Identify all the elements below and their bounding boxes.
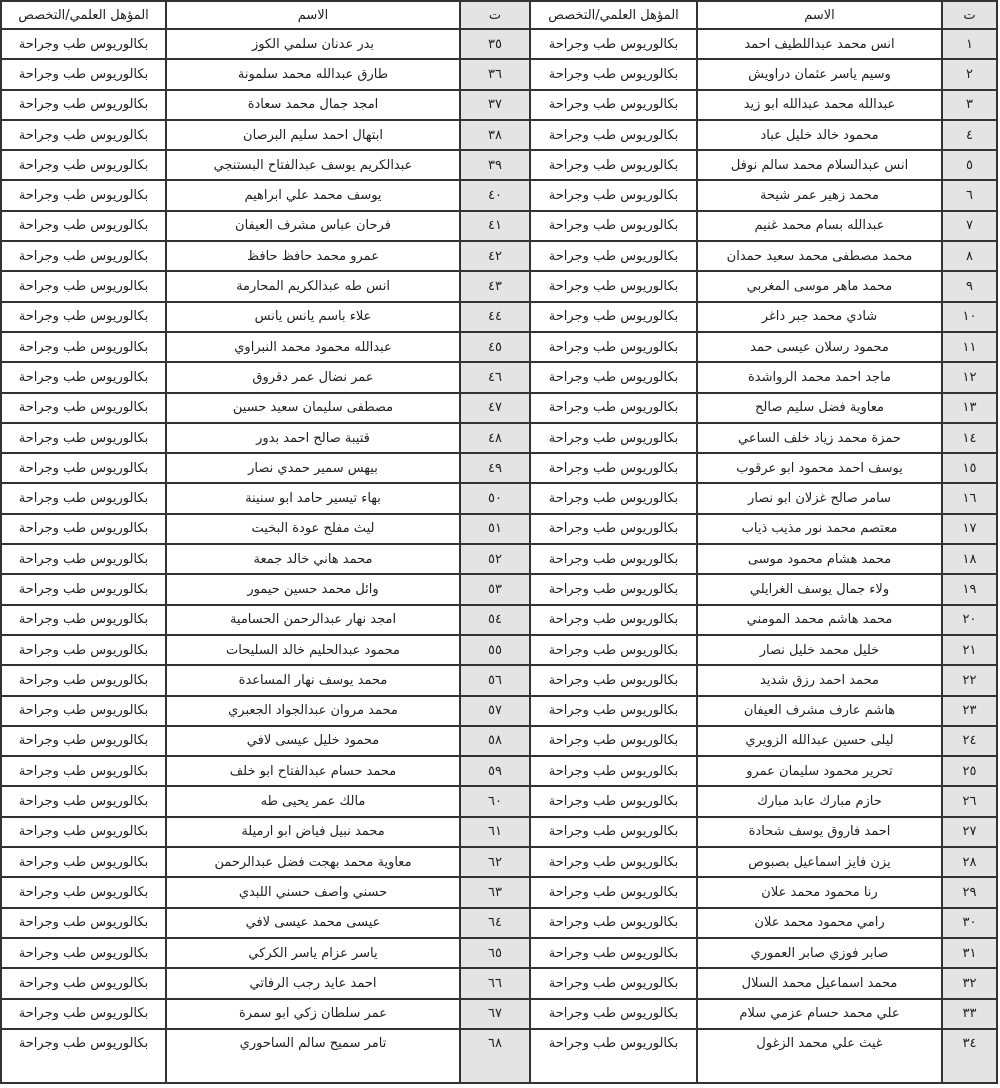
header-qualification: المؤهل العلمي/التخصص xyxy=(530,1,697,29)
row-qualification: بكالوريوس طب وجراحة xyxy=(1,696,166,726)
table-row xyxy=(1,756,997,786)
row-number: ٤١ xyxy=(460,211,530,241)
row-qualification: بكالوريوس طب وجراحة xyxy=(530,574,697,604)
row-qualification: بكالوريوس طب وجراحة xyxy=(1,90,166,120)
row-number: ٥٣ xyxy=(460,574,530,604)
row-qualification: بكالوريوس طب وجراحة xyxy=(530,180,697,210)
table-row xyxy=(1,847,997,877)
row-number: ٤٣ xyxy=(460,271,530,301)
row-qualification: بكالوريوس طب وجراحة xyxy=(530,1029,697,1083)
row-number: ٥٦ xyxy=(460,665,530,695)
table-row xyxy=(1,393,997,423)
row-name: مالك عمر يحيى طه xyxy=(166,786,460,816)
row-qualification: بكالوريوس طب وجراحة xyxy=(530,908,697,938)
row-number: ٢٩ xyxy=(942,877,997,907)
row-number: ٥١ xyxy=(460,514,530,544)
row-qualification: بكالوريوس طب وجراحة xyxy=(530,635,697,665)
row-qualification: بكالوريوس طب وجراحة xyxy=(530,756,697,786)
row-number: ٢٨ xyxy=(942,847,997,877)
row-name: ولاء جمال يوسف الغرايلي xyxy=(697,574,942,604)
row-name: محمد احمد رزق شديد xyxy=(697,665,942,695)
row-number: ٨ xyxy=(942,241,997,271)
row-number: ٥٧ xyxy=(460,696,530,726)
row-number: ٤٥ xyxy=(460,332,530,362)
row-qualification: بكالوريوس طب وجراحة xyxy=(530,423,697,453)
row-name: محمد حسام عبدالفتاح ابو خلف xyxy=(166,756,460,786)
row-name: بهاء تيسير حامد ابو سنينة xyxy=(166,483,460,513)
table-row xyxy=(1,211,997,241)
row-qualification: بكالوريوس طب وجراحة xyxy=(1,59,166,89)
table-row xyxy=(1,59,997,89)
row-number: ٦٥ xyxy=(460,938,530,968)
row-number: ٥٥ xyxy=(460,635,530,665)
row-name: شادي محمد جبر داغر xyxy=(697,302,942,332)
table-row xyxy=(1,302,997,332)
row-name: عبدالكريم يوسف عبدالفتاح البستنجي xyxy=(166,150,460,180)
row-name: يوسف احمد محمود ابو عرقوب xyxy=(697,453,942,483)
row-name: محمد اسماعيل محمد السلال xyxy=(697,968,942,998)
row-number: ٤ xyxy=(942,120,997,150)
row-number: ٣٣ xyxy=(942,999,997,1029)
row-name: بيهس سمير حمدي نصار xyxy=(166,453,460,483)
row-qualification: بكالوريوس طب وجراحة xyxy=(1,756,166,786)
row-name: ماجد احمد محمد الرواشدة xyxy=(697,362,942,392)
row-number: ٢٦ xyxy=(942,786,997,816)
row-name: انس محمد عبداللطيف احمد xyxy=(697,29,942,59)
row-number: ٩ xyxy=(942,271,997,301)
row-name: معاوية محمد بهجت فضل عبدالرحمن xyxy=(166,847,460,877)
row-number: ٢٥ xyxy=(942,756,997,786)
row-qualification: بكالوريوس طب وجراحة xyxy=(1,514,166,544)
row-name: ياسر عزام ياسر الكركي xyxy=(166,938,460,968)
row-qualification: بكالوريوس طب وجراحة xyxy=(1,483,166,513)
row-qualification: بكالوريوس طب وجراحة xyxy=(1,180,166,210)
header-qualification: المؤهل العلمي/التخصص xyxy=(1,1,166,29)
table-row xyxy=(1,1029,997,1083)
row-name: محمود خالد خليل عباد xyxy=(697,120,942,150)
table-row xyxy=(1,908,997,938)
table-row xyxy=(1,29,997,59)
row-number: ٤٨ xyxy=(460,423,530,453)
row-name: محمد هاني خالد جمعة xyxy=(166,544,460,574)
row-name: رامي محمود محمد علان xyxy=(697,908,942,938)
row-number: ١٠ xyxy=(942,302,997,332)
row-name: صابر فوزي صابر العموري xyxy=(697,938,942,968)
row-qualification: بكالوريوس طب وجراحة xyxy=(530,90,697,120)
row-name: احمد فاروق يوسف شحادة xyxy=(697,817,942,847)
row-name: احمد عايد رجب الرفاتي xyxy=(166,968,460,998)
row-qualification: بكالوريوس طب وجراحة xyxy=(1,211,166,241)
row-qualification: بكالوريوس طب وجراحة xyxy=(1,453,166,483)
row-number: ٢ xyxy=(942,59,997,89)
row-qualification: بكالوريوس طب وجراحة xyxy=(1,786,166,816)
row-name: طارق عبدالله محمد سلمونة xyxy=(166,59,460,89)
row-qualification: بكالوريوس طب وجراحة xyxy=(530,847,697,877)
table-row xyxy=(1,150,997,180)
table-row xyxy=(1,877,997,907)
row-number: ٣٦ xyxy=(460,59,530,89)
row-number: ٦٦ xyxy=(460,968,530,998)
row-qualification: بكالوريوس طب وجراحة xyxy=(530,877,697,907)
header-name: الاسم xyxy=(166,1,460,29)
row-number: ٦٧ xyxy=(460,999,530,1029)
row-name: معاوية فضل سليم صالح xyxy=(697,393,942,423)
table-row xyxy=(1,635,997,665)
row-name: علاء باسم يانس يانس xyxy=(166,302,460,332)
table-row xyxy=(1,817,997,847)
row-name: محمد نبيل فياض ابو ارميلة xyxy=(166,817,460,847)
row-qualification: بكالوريوس طب وجراحة xyxy=(1,362,166,392)
row-number: ٥٤ xyxy=(460,605,530,635)
row-name: علي محمد حسام عزمي سلام xyxy=(697,999,942,1029)
row-number: ٢٢ xyxy=(942,665,997,695)
table-row xyxy=(1,605,997,635)
row-name: ابتهال احمد سليم البرصان xyxy=(166,120,460,150)
row-qualification: بكالوريوس طب وجراحة xyxy=(1,332,166,362)
row-qualification: بكالوريوس طب وجراحة xyxy=(1,302,166,332)
row-qualification: بكالوريوس طب وجراحة xyxy=(1,423,166,453)
row-number: ٤٩ xyxy=(460,453,530,483)
row-number: ٦١ xyxy=(460,817,530,847)
row-number: ٤٤ xyxy=(460,302,530,332)
row-number: ٥٢ xyxy=(460,544,530,574)
row-name: انس طه عبدالكريم المحارمة xyxy=(166,271,460,301)
row-number: ٤٧ xyxy=(460,393,530,423)
row-number: ٦٨ xyxy=(460,1029,530,1083)
row-name: سامر صالح غزلان ابو نصار xyxy=(697,483,942,513)
row-number: ٥٠ xyxy=(460,483,530,513)
row-qualification: بكالوريوس طب وجراحة xyxy=(1,29,166,59)
table-row xyxy=(1,90,997,120)
row-name: محمود خليل عيسى لافي xyxy=(166,726,460,756)
row-qualification: بكالوريوس طب وجراحة xyxy=(530,786,697,816)
row-number: ٣٨ xyxy=(460,120,530,150)
row-name: محمد هاشم محمد المومني xyxy=(697,605,942,635)
row-name: عبدالله محمد عبدالله ابو زيد xyxy=(697,90,942,120)
row-qualification: بكالوريوس طب وجراحة xyxy=(530,120,697,150)
row-number: ٣٧ xyxy=(460,90,530,120)
row-number: ١٦ xyxy=(942,483,997,513)
row-qualification: بكالوريوس طب وجراحة xyxy=(1,605,166,635)
row-qualification: بكالوريوس طب وجراحة xyxy=(530,362,697,392)
row-name: حسني واصف حسني اللبدي xyxy=(166,877,460,907)
row-qualification: بكالوريوس طب وجراحة xyxy=(530,999,697,1029)
row-number: ٥٨ xyxy=(460,726,530,756)
row-number: ٣٥ xyxy=(460,29,530,59)
row-qualification: بكالوريوس طب وجراحة xyxy=(1,999,166,1029)
table-row xyxy=(1,241,997,271)
row-name: عبدالله بسام محمد غنيم xyxy=(697,211,942,241)
table-row xyxy=(1,786,997,816)
table-row xyxy=(1,120,997,150)
row-qualification: بكالوريوس طب وجراحة xyxy=(530,453,697,483)
row-qualification: بكالوريوس طب وجراحة xyxy=(530,605,697,635)
row-number: ١ xyxy=(942,29,997,59)
row-name: حمزة محمد زياد خلف الساعي xyxy=(697,423,942,453)
table-row xyxy=(1,696,997,726)
row-number: ١٢ xyxy=(942,362,997,392)
row-number: ٦ xyxy=(942,180,997,210)
row-name: بدر عدنان سلمي الكوز xyxy=(166,29,460,59)
row-name: انس عبدالسلام محمد سالم نوفل xyxy=(697,150,942,180)
row-qualification: بكالوريوس طب وجراحة xyxy=(1,150,166,180)
row-name: امجد نهار عبدالرحمن الحسامية xyxy=(166,605,460,635)
row-name: محمد هشام محمود موسى xyxy=(697,544,942,574)
row-number: ١٥ xyxy=(942,453,997,483)
header-row xyxy=(1,1,997,29)
row-name: عمرو محمد حافظ حافظ xyxy=(166,241,460,271)
row-number: ٣١ xyxy=(942,938,997,968)
row-qualification: بكالوريوس طب وجراحة xyxy=(530,726,697,756)
row-qualification: بكالوريوس طب وجراحة xyxy=(530,29,697,59)
row-qualification: بكالوريوس طب وجراحة xyxy=(1,1029,166,1083)
row-number: ٣٩ xyxy=(460,150,530,180)
header-number: ت xyxy=(942,1,997,29)
row-qualification: بكالوريوس طب وجراحة xyxy=(530,696,697,726)
row-name: محمود عبدالحليم خالد السليحات xyxy=(166,635,460,665)
row-name: مصطفى سليمان سعيد حسين xyxy=(166,393,460,423)
row-qualification: بكالوريوس طب وجراحة xyxy=(530,150,697,180)
row-name: محمد زهير عمر شيحة xyxy=(697,180,942,210)
row-qualification: بكالوريوس طب وجراحة xyxy=(530,544,697,574)
row-name: وائل محمد حسين حيمور xyxy=(166,574,460,604)
row-qualification: بكالوريوس طب وجراحة xyxy=(530,483,697,513)
row-name: عمر سلطان زكي ابو سمرة xyxy=(166,999,460,1029)
table-row xyxy=(1,665,997,695)
row-name: وسيم ياسر عثمان دراويش xyxy=(697,59,942,89)
row-qualification: بكالوريوس طب وجراحة xyxy=(530,332,697,362)
row-name: محمد مصطفى محمد سعيد حمدان xyxy=(697,241,942,271)
row-qualification: بكالوريوس طب وجراحة xyxy=(1,574,166,604)
row-number: ٢٣ xyxy=(942,696,997,726)
row-name: غيث علي محمد الزغول xyxy=(697,1029,942,1083)
row-qualification: بكالوريوس طب وجراحة xyxy=(530,514,697,544)
row-name: ليث مفلح عودة البخيت xyxy=(166,514,460,544)
row-number: ٤٠ xyxy=(460,180,530,210)
row-number: ٦٠ xyxy=(460,786,530,816)
row-name: ليلى حسين عبدالله الزويري xyxy=(697,726,942,756)
row-name: رنا محمود محمد علان xyxy=(697,877,942,907)
table-row xyxy=(1,514,997,544)
row-qualification: بكالوريوس طب وجراحة xyxy=(530,59,697,89)
row-number: ٦٣ xyxy=(460,877,530,907)
row-qualification: بكالوريوس طب وجراحة xyxy=(1,271,166,301)
row-qualification: بكالوريوس طب وجراحة xyxy=(1,665,166,695)
row-number: ٣٤ xyxy=(942,1029,997,1083)
table-row xyxy=(1,574,997,604)
row-qualification: بكالوريوس طب وجراحة xyxy=(530,302,697,332)
row-qualification: بكالوريوس طب وجراحة xyxy=(530,271,697,301)
row-name: قتيبة صالح احمد بدور xyxy=(166,423,460,453)
row-number: ٦٤ xyxy=(460,908,530,938)
row-qualification: بكالوريوس طب وجراحة xyxy=(530,968,697,998)
row-number: ٧ xyxy=(942,211,997,241)
row-name: عبدالله محمود محمد النبراوي xyxy=(166,332,460,362)
row-number: ٣ xyxy=(942,90,997,120)
table-row xyxy=(1,999,997,1029)
row-number: ٢١ xyxy=(942,635,997,665)
row-number: ٣٢ xyxy=(942,968,997,998)
row-qualification: بكالوريوس طب وجراحة xyxy=(1,938,166,968)
row-qualification: بكالوريوس طب وجراحة xyxy=(1,393,166,423)
row-qualification: بكالوريوس طب وجراحة xyxy=(1,120,166,150)
row-qualification: بكالوريوس طب وجراحة xyxy=(530,211,697,241)
row-number: ١١ xyxy=(942,332,997,362)
table-row xyxy=(1,483,997,513)
row-number: ٤٦ xyxy=(460,362,530,392)
row-name: عيسى محمد عيسى لافي xyxy=(166,908,460,938)
table-row xyxy=(1,271,997,301)
row-qualification: بكالوريوس طب وجراحة xyxy=(530,241,697,271)
table-row xyxy=(1,544,997,574)
row-number: ٦٢ xyxy=(460,847,530,877)
row-name: تامر سميح سالم الساحوري xyxy=(166,1029,460,1083)
row-name: يزن فايز اسماعيل بصبوص xyxy=(697,847,942,877)
row-qualification: بكالوريوس طب وجراحة xyxy=(530,393,697,423)
table-row xyxy=(1,938,997,968)
row-number: ٢٧ xyxy=(942,817,997,847)
row-qualification: بكالوريوس طب وجراحة xyxy=(1,968,166,998)
row-qualification: بكالوريوس طب وجراحة xyxy=(530,938,697,968)
row-number: ٣٠ xyxy=(942,908,997,938)
row-number: ١٣ xyxy=(942,393,997,423)
row-name: يوسف محمد علي ابراهيم xyxy=(166,180,460,210)
row-name: هاشم عارف مشرف العيفان xyxy=(697,696,942,726)
row-name: محمد يوسف نهار المساعدة xyxy=(166,665,460,695)
header-name: الاسم xyxy=(697,1,942,29)
row-qualification: بكالوريوس طب وجراحة xyxy=(1,544,166,574)
row-qualification: بكالوريوس طب وجراحة xyxy=(530,817,697,847)
table-row xyxy=(1,453,997,483)
row-qualification: بكالوريوس طب وجراحة xyxy=(530,665,697,695)
table-row xyxy=(1,362,997,392)
row-name: محمد ماهر موسى المغربي xyxy=(697,271,942,301)
row-name: تحرير محمود سليمان عمرو xyxy=(697,756,942,786)
row-number: ٥ xyxy=(942,150,997,180)
row-qualification: بكالوريوس طب وجراحة xyxy=(1,635,166,665)
row-qualification: بكالوريوس طب وجراحة xyxy=(1,847,166,877)
row-number: ١٧ xyxy=(942,514,997,544)
row-name: معتصم محمد نور مذيب ذياب xyxy=(697,514,942,544)
row-qualification: بكالوريوس طب وجراحة xyxy=(1,726,166,756)
row-name: محمد مروان عبدالجواد الجعبري xyxy=(166,696,460,726)
row-qualification: بكالوريوس طب وجراحة xyxy=(1,241,166,271)
table-row xyxy=(1,968,997,998)
row-name: حازم مبارك عابد مبارك xyxy=(697,786,942,816)
row-number: ٥٩ xyxy=(460,756,530,786)
row-number: ١٩ xyxy=(942,574,997,604)
row-number: ٢٠ xyxy=(942,605,997,635)
table-row xyxy=(1,423,997,453)
row-number: ١٤ xyxy=(942,423,997,453)
row-name: محمود رسلان عيسى حمد xyxy=(697,332,942,362)
table-row xyxy=(1,726,997,756)
row-number: ١٨ xyxy=(942,544,997,574)
row-number: ٤٢ xyxy=(460,241,530,271)
row-name: عمر نضال عمر دقروق xyxy=(166,362,460,392)
row-name: امجد جمال محمد سعادة xyxy=(166,90,460,120)
row-qualification: بكالوريوس طب وجراحة xyxy=(1,817,166,847)
row-qualification: بكالوريوس طب وجراحة xyxy=(1,908,166,938)
row-name: خليل محمد خليل نصار xyxy=(697,635,942,665)
row-name: فرحان عباس مشرف العيفان xyxy=(166,211,460,241)
table-row xyxy=(1,332,997,362)
table-row xyxy=(1,180,997,210)
row-number: ٢٤ xyxy=(942,726,997,756)
row-qualification: بكالوريوس طب وجراحة xyxy=(1,877,166,907)
header-number: ت xyxy=(460,1,530,29)
